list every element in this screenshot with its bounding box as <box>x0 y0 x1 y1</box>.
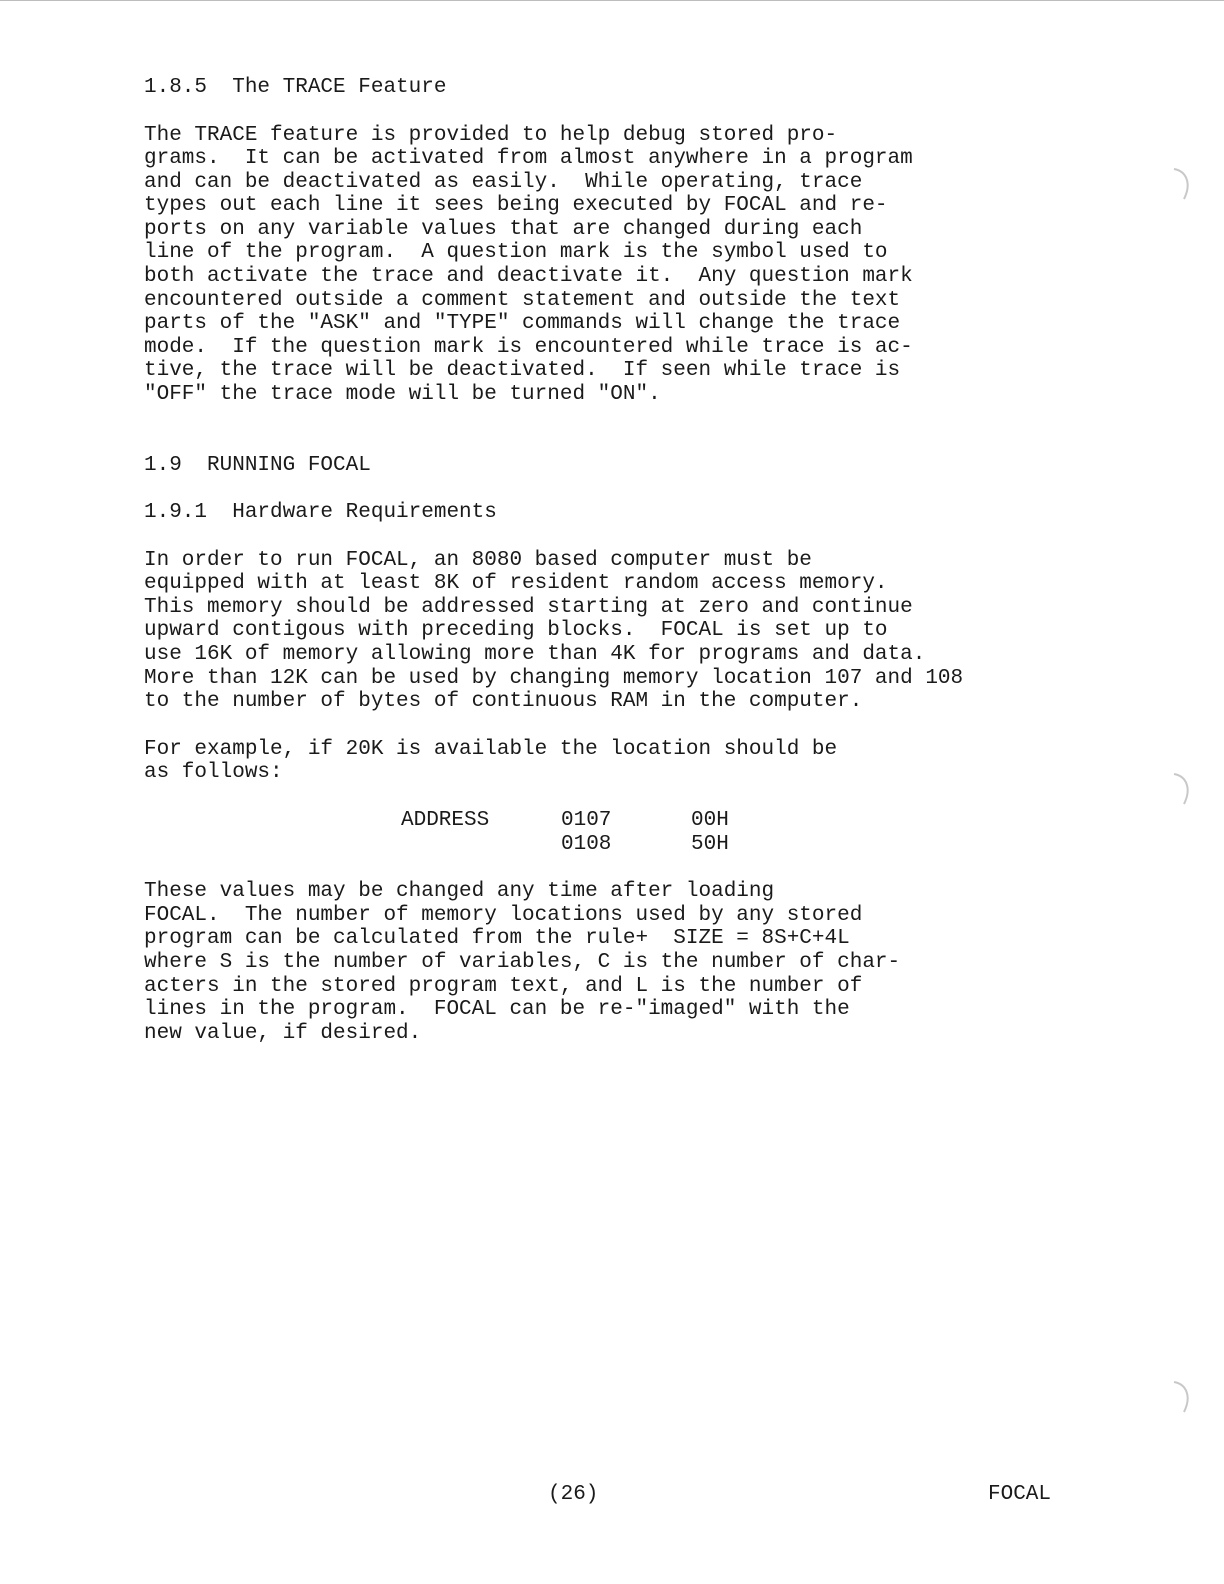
paragraph-line: grams. It can be activated from almost anywhere in a program <box>144 147 913 171</box>
memory-size-paragraph <box>144 880 1104 1045</box>
footer-title: FOCAL <box>988 1483 1052 1506</box>
paragraph-line: mode. If the question mark is encountered while trace is ac- <box>144 335 913 359</box>
paragraph-line: acters in the stored program text, and L is the number of <box>144 974 863 998</box>
example-paragraph <box>144 738 1104 785</box>
paragraph-line: equipped with at least 8K of resident random access memory. <box>144 572 888 596</box>
paragraph-line: This memory should be addressed starting at zero and continue <box>144 595 913 619</box>
punch-hole-mark <box>1170 770 1196 810</box>
paragraph-line: More than 12K can be used by changing memory location 107 and 108 <box>144 666 964 690</box>
section-heading-1-9-1: 1.9.1 Hardware Requirements <box>144 501 497 525</box>
paragraph-line: These values may be changed any time after loading <box>144 880 775 904</box>
paragraph-line: tive, the trace will be deactivated. If seen while trace is <box>144 359 901 383</box>
paragraph-line: and can be deactivated as easily. While operating, trace <box>144 170 863 194</box>
paragraph-line: use 16K of memory allowing more than 4K for programs and data. <box>144 643 926 666</box>
paragraph-line: upward contigous with preceding blocks. FOCAL is set up to <box>144 619 888 643</box>
paragraph-line: both activate the trace and deactivate it. Any question mark <box>144 265 913 289</box>
punch-hole-mark <box>1170 1378 1196 1418</box>
table-row <box>401 833 729 857</box>
address-label: ADDRESS <box>401 808 490 832</box>
paragraph-line: FOCAL. The number of memory locations used by any stored <box>144 903 863 927</box>
paragraph-line: program can be calculated from the rule+ SIZE = 8S+C+4L <box>144 927 850 951</box>
value-cell: 50H <box>691 832 729 856</box>
address-cell: 0108 <box>561 832 612 856</box>
page-number: (26) <box>548 1483 599 1506</box>
paragraph-line: encountered outside a comment statement and outside the text <box>144 288 901 312</box>
paragraph-line: types out each line it sees being executed by FOCAL and re- <box>144 194 888 218</box>
paragraph-line: The TRACE feature is provided to help debug stored pro- <box>144 123 838 147</box>
address-cell: 0107 <box>561 808 612 832</box>
hardware-requirements-paragraph <box>144 549 1104 714</box>
paragraph-line: line of the program. A question mark is the symbol used to <box>144 241 888 265</box>
paragraph-line: For example, if 20K is available the location should be <box>144 737 838 761</box>
paragraph-line: lines in the program. FOCAL can be re-"imaged" with the <box>144 998 850 1022</box>
paragraph-line: In order to run FOCAL, an 8080 based computer must be <box>144 548 812 572</box>
paragraph-line: ports on any variable values that are changed during each <box>144 217 863 241</box>
value-cell: 00H <box>691 808 729 832</box>
punch-hole-mark <box>1170 165 1196 205</box>
paragraph-line: parts of the "ASK" and "TYPE" commands will change the trace <box>144 312 901 336</box>
address-table <box>401 809 729 856</box>
paragraph-line: as follows: <box>144 761 283 785</box>
paragraph-line: where S is the number of variables, C is the number of char- <box>144 950 901 974</box>
section-heading-1-8-5: 1.8.5 The TRACE Feature <box>144 76 447 99</box>
trace-feature-paragraph <box>144 124 1104 407</box>
paragraph-line: new value, if desired. <box>144 1021 422 1045</box>
scan-top-edge <box>0 0 1224 1</box>
paragraph-line: "OFF" the trace mode will be turned "ON". <box>144 383 661 407</box>
document-page <box>144 76 1104 1045</box>
section-heading-1-9: 1.9 RUNNING FOCAL <box>144 453 371 477</box>
paragraph-line: to the number of bytes of continuous RAM in the computer. <box>144 690 863 714</box>
table-row <box>401 809 729 833</box>
